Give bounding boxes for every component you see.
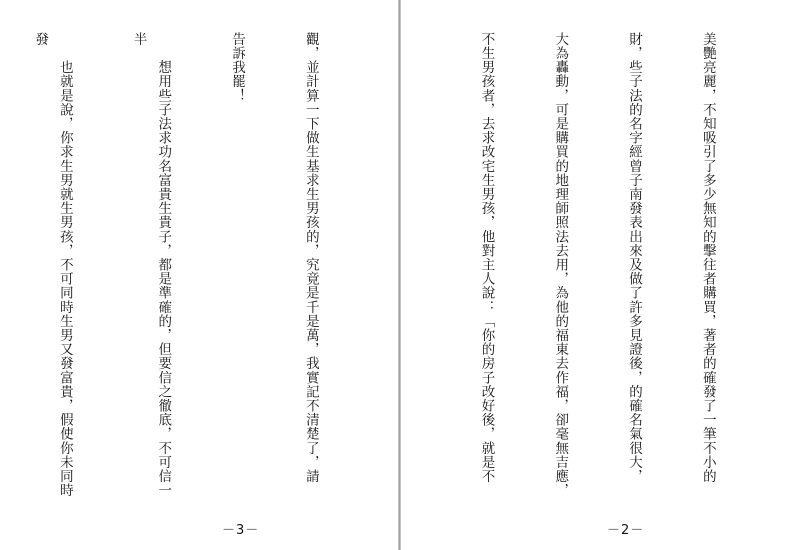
text-column: 美艷亮麗，不知吸引了多少無知的擊往者購買，著者的確發了一筆不小的 <box>699 32 716 484</box>
text-column: 大為轟動，可是購買的地理師照法去用，為他的福東去作福，卻毫無吉應， <box>552 32 569 498</box>
page-number: －2－ <box>607 523 645 538</box>
text-column: 想用些子法求功名富貴生貴子，都是準確的，但要信之徹底，不可信一半 <box>130 32 172 498</box>
left-page-body <box>32 32 372 504</box>
right-page <box>400 0 793 550</box>
text-column: 也就是說，你求生男就生男孩，不可同時生男又發富貴，假使你未同時發 <box>32 32 73 498</box>
text-column: 觀，並計算一下做生基求生男孩的，究竟是千是萬，我實記不清楚了，請 <box>302 32 319 484</box>
text-column: 不生男孩者，去求改宅生男孩，他對主人說：「你的房子改好後，就是不 <box>478 32 495 484</box>
page-number: －3－ <box>222 523 260 538</box>
right-page-body <box>429 32 769 504</box>
text-column: 告訴我罷！ <box>229 32 246 103</box>
text-column: 財，些子法的名字經曾子南發表出來及做了許多見證後，的確名氣很大， <box>626 32 643 484</box>
